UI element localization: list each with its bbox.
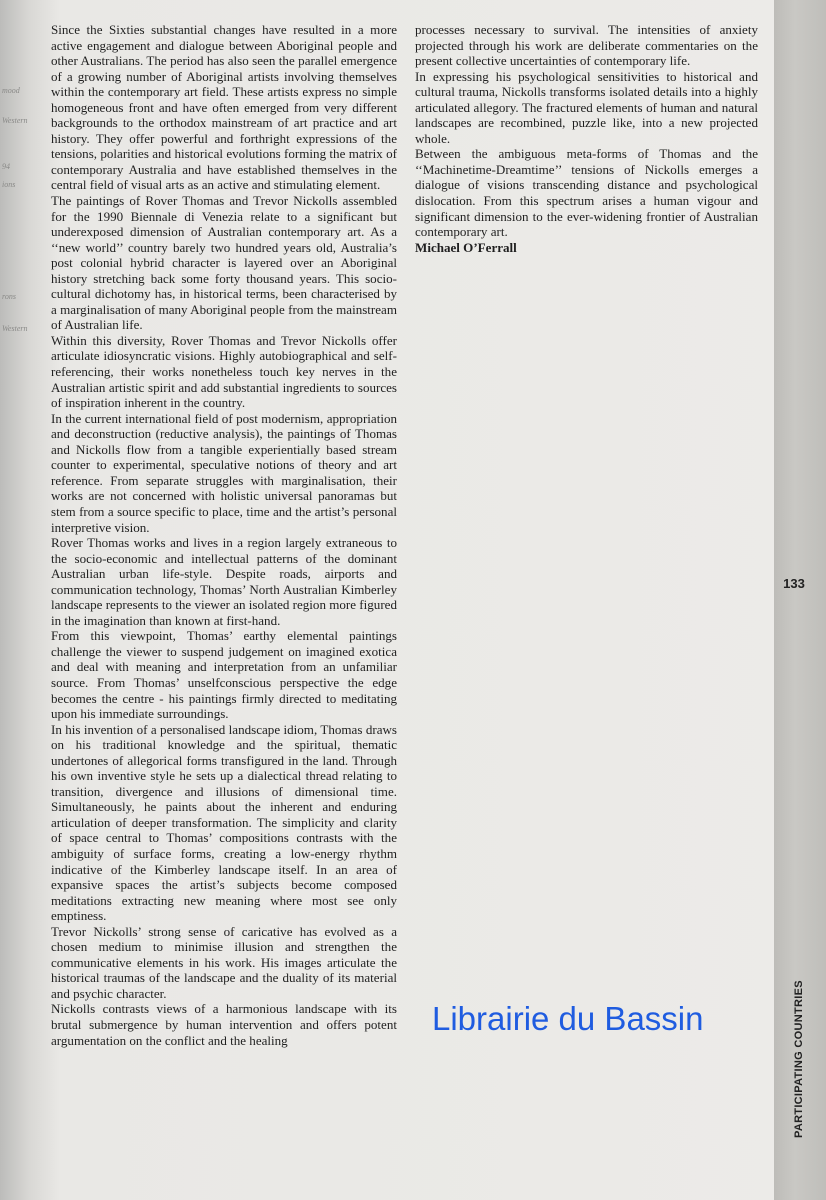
paragraph: processes necessary to survival. The intensities of anxiety projected through his work are deliberate commentaries on the present collective uncertainties of contemporary life. <box>415 22 758 69</box>
paragraph: From this viewpoint, Thomas’ earthy elemental paintings challenge the viewer to suspend judgement on imagined exotica and deal with meaning and interpretation from an unfamiliar source. From Thomas’ unselfconscious perspective the edge becomes the centre - his paintings firmly directed to meditating upon his immediate surroundings. <box>51 628 397 722</box>
gutter-fragment: Western <box>2 324 28 333</box>
gutter-fragment: Western <box>2 116 28 125</box>
paragraph: In the current international field of post modernism, appropriation and deconstruction (reductive analysis), the paintings of Thomas and Nickolls flow from a tangible experientially based stream counter to experimental, speculative notions of theory and art reference. From separate struggles with marginalisation, their works are not concerned with holistic universal panoramas but stem from a source specific to place, time and the artist’s personal interpretive vision. <box>51 410 397 535</box>
gutter-fragment: rons <box>2 292 16 301</box>
left-column <box>51 22 397 1048</box>
paragraph: The paintings of Rover Thomas and Trevor Nickolls assembled for the 1990 Biennale di Venezia relate to a significant but underexposed dimension of Australian contemporary art. As a ‘‘new world’’ country barely two hundred years old, Australia’s post colonial hybrid character is layered over an Aboriginal history stretching back some forty thousand years. This socio-cultural dichotomy has, in historical terms, been characterised by a marginalisation of many Aboriginal people from the mainstream of Australian life. <box>51 193 397 333</box>
paragraph: Between the ambiguous meta-forms of Thomas and the ‘‘Machinetime-Dreamtime’’ tensions of Nickolls emerges a dialogue of visions transcending distance and psychological dislocation. From this spectrum arises a human vigour and significant dimension to the ever-widening frontier of Australian contemporary art. <box>415 146 758 240</box>
gutter-fragment: 94 <box>2 162 10 171</box>
paragraph: In his invention of a personalised landscape idiom, Thomas draws on his traditional knowledge and the spiritual, thematic undertones of allegorical forms transfigured in the land. Through his own inventive style he sets up a dialectical thread relating to transition, divergence and illusions of dimensional time. Simultaneously, he paints about the inherent and enduring articulation of deeper transformation. The simplicity and clarity of space central to Thomas’ compositions contrasts with the ambiguity of surface forms, creating a low-energy rhythm indicative of the Kimberley landscape itself. In an area of expansive spaces the artist’s subjects become composed meditations extracting new meaning where most see only emptiness. <box>51 721 397 924</box>
gutter-fragment: mood <box>2 86 20 95</box>
paragraph: Trevor Nickolls’ strong sense of caricative has evolved as a chosen medium to minimise illusion and strengthen the communicative elements in his work. His images articulate the historical traumas of the landscape and the duality of its material and psychic character. <box>51 923 397 1001</box>
previous-page-fragments <box>0 0 40 1200</box>
page-number: 133 <box>783 576 805 591</box>
paragraph: Within this diversity, Rover Thomas and Trevor Nickolls offer articulate idiosyncratic visions. Highly autobiographical and self-referencing, their works nonetheless touch key nerves in the Australian artistic spirit and add substantial ingredients to sources of inspiration inherent in the country. <box>51 332 397 411</box>
paragraph: Nickolls contrasts views of a harmonious landscape with its brutal submergence by human intervention and offers potent argumentation on the conflict and the healing <box>51 1001 397 1048</box>
watermark: Librairie du Bassin <box>432 1000 704 1037</box>
author-signature: Michael O’Ferrall <box>415 239 517 255</box>
paragraph: In expressing his psychological sensitivities to historical and cultural trauma, Nickolls transforms isolated details into a highly articulated allegory. The fractured elements of human and natural landscapes are recombined, puzzle like, into a new projected whole. <box>415 68 758 146</box>
paragraph: Rover Thomas works and lives in a region largely extraneous to the socio-economic and intellectual patterns of the dominant Australian urban life-style. Despite roads, airports and communication technology, Thomas’ North Australian Kimberley landscape represents to the viewer an isolated region more figured in the imagination than known at first-hand. <box>51 535 397 628</box>
section-label: PARTICIPATING COUNTRIES <box>793 980 805 1138</box>
paragraph: Since the Sixties substantial changes have resulted in a more active engagement and dialogue between Aboriginal people and other Australians. The period has also seen the parallel emergence of a growing number of Aboriginal artists involving themselves within the contemporary art field. These artists express no simple homogeneous front and have often emerged from very different backgrounds to the orthodox mainstream of art practice and art history. They offer powerful and forthright expressions of the tensions, polarities and historical evolutions forming the matrix of contemporary Australia and have established themselves in the central field of visual arts as an active and stimulating element. <box>51 22 397 193</box>
right-column <box>415 22 758 255</box>
gutter-fragment: ions <box>2 180 16 189</box>
